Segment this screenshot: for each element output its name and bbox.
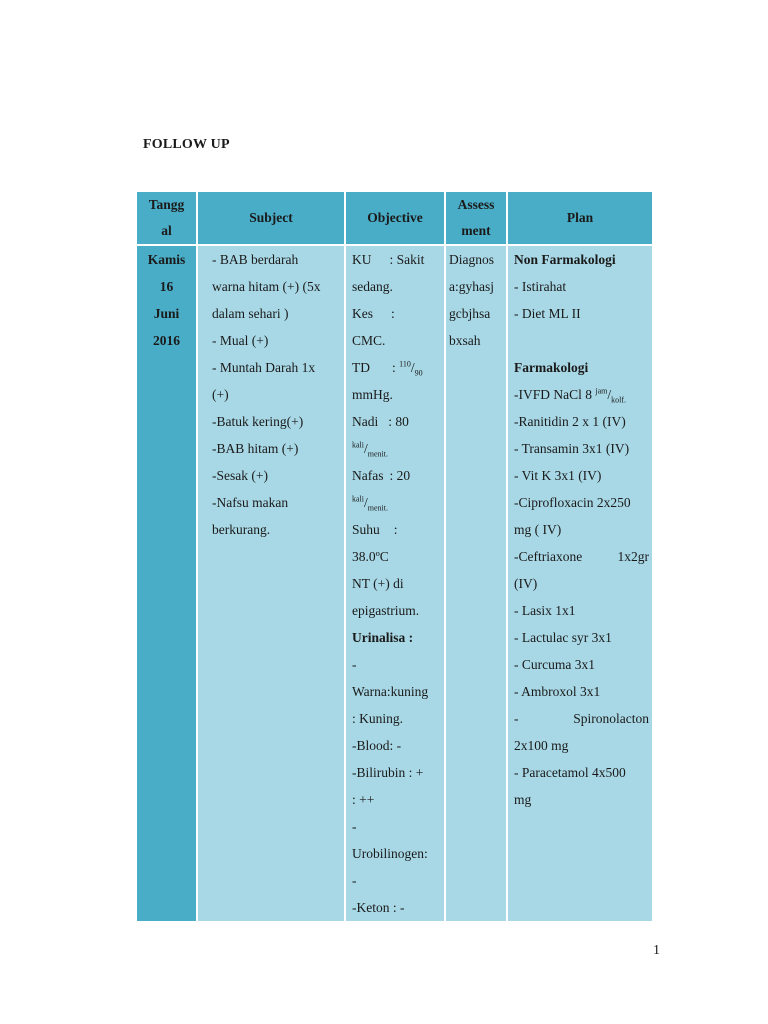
table-row <box>137 246 652 921</box>
objective-cell: KU : Sakit sedang. Kes : CMC. TD : $^{110}/_{90}$ mmHg. Nadi : 80 $^{kali}/_{menit.}$ Nafas : 20 $^{kali}/_{menit.}$ Suhu : 38.0ºC NT (+) di epigastrium. Urinalisa : - Warna:kuning : Kuning. -Blood: - -Bilirubin : + : ++ - Urobilinogen: - -Keton : - <box>346 246 444 921</box>
table-header-row <box>137 192 652 244</box>
farmakologi-label: Farmakologi <box>514 360 589 375</box>
urinalisa-label: Urinalisa : <box>352 630 414 645</box>
page-heading: FOLLOW UP <box>143 137 230 152</box>
date-cell: Kamis 16 Juni 2016 <box>137 246 196 921</box>
subject-cell: - BAB berdarah warna hitam (+) (5x dalam sehari ) - Mual (+) - Muntah Darah 1x (+) -Batuk kering(+) -BAB hitam (+) -Sesak (+) -Nafsu makan berkurang. <box>198 246 344 921</box>
assessment-cell: Diagnos a:gyhasj gcbjhsa bxsah <box>446 246 506 921</box>
header-plan: Plan <box>508 192 652 244</box>
header-date: Tangg al <box>137 192 196 244</box>
header-subject: Subject <box>198 192 344 244</box>
non-farmakologi-label: Non Farmakologi <box>514 252 616 267</box>
page-number: 1 <box>653 943 660 958</box>
plan-cell: Non Farmakologi - Istirahat - Diet ML II Farmakologi -IVFD NaCl 8 $^{jam}/_{kolf.}$ -Ranitidin 2 x 1 (IV) - Transamin 3x1 (IV) - Vit K 3x1 (IV) -Ciprofloxacin 2x250 mg ( IV) -Ceftriaxone 1x2gr (IV) - Lasix 1x1 - Lactulac syr 3x1 - Curcuma 3x1 - Ambroxol 3x1 - Spironolacton 2x100 mg - Paracetamol 4x500 mg <box>508 246 652 921</box>
header-assessment: Assess ment <box>446 192 506 244</box>
header-objective: Objective <box>346 192 444 244</box>
follow-up-table <box>135 190 654 923</box>
